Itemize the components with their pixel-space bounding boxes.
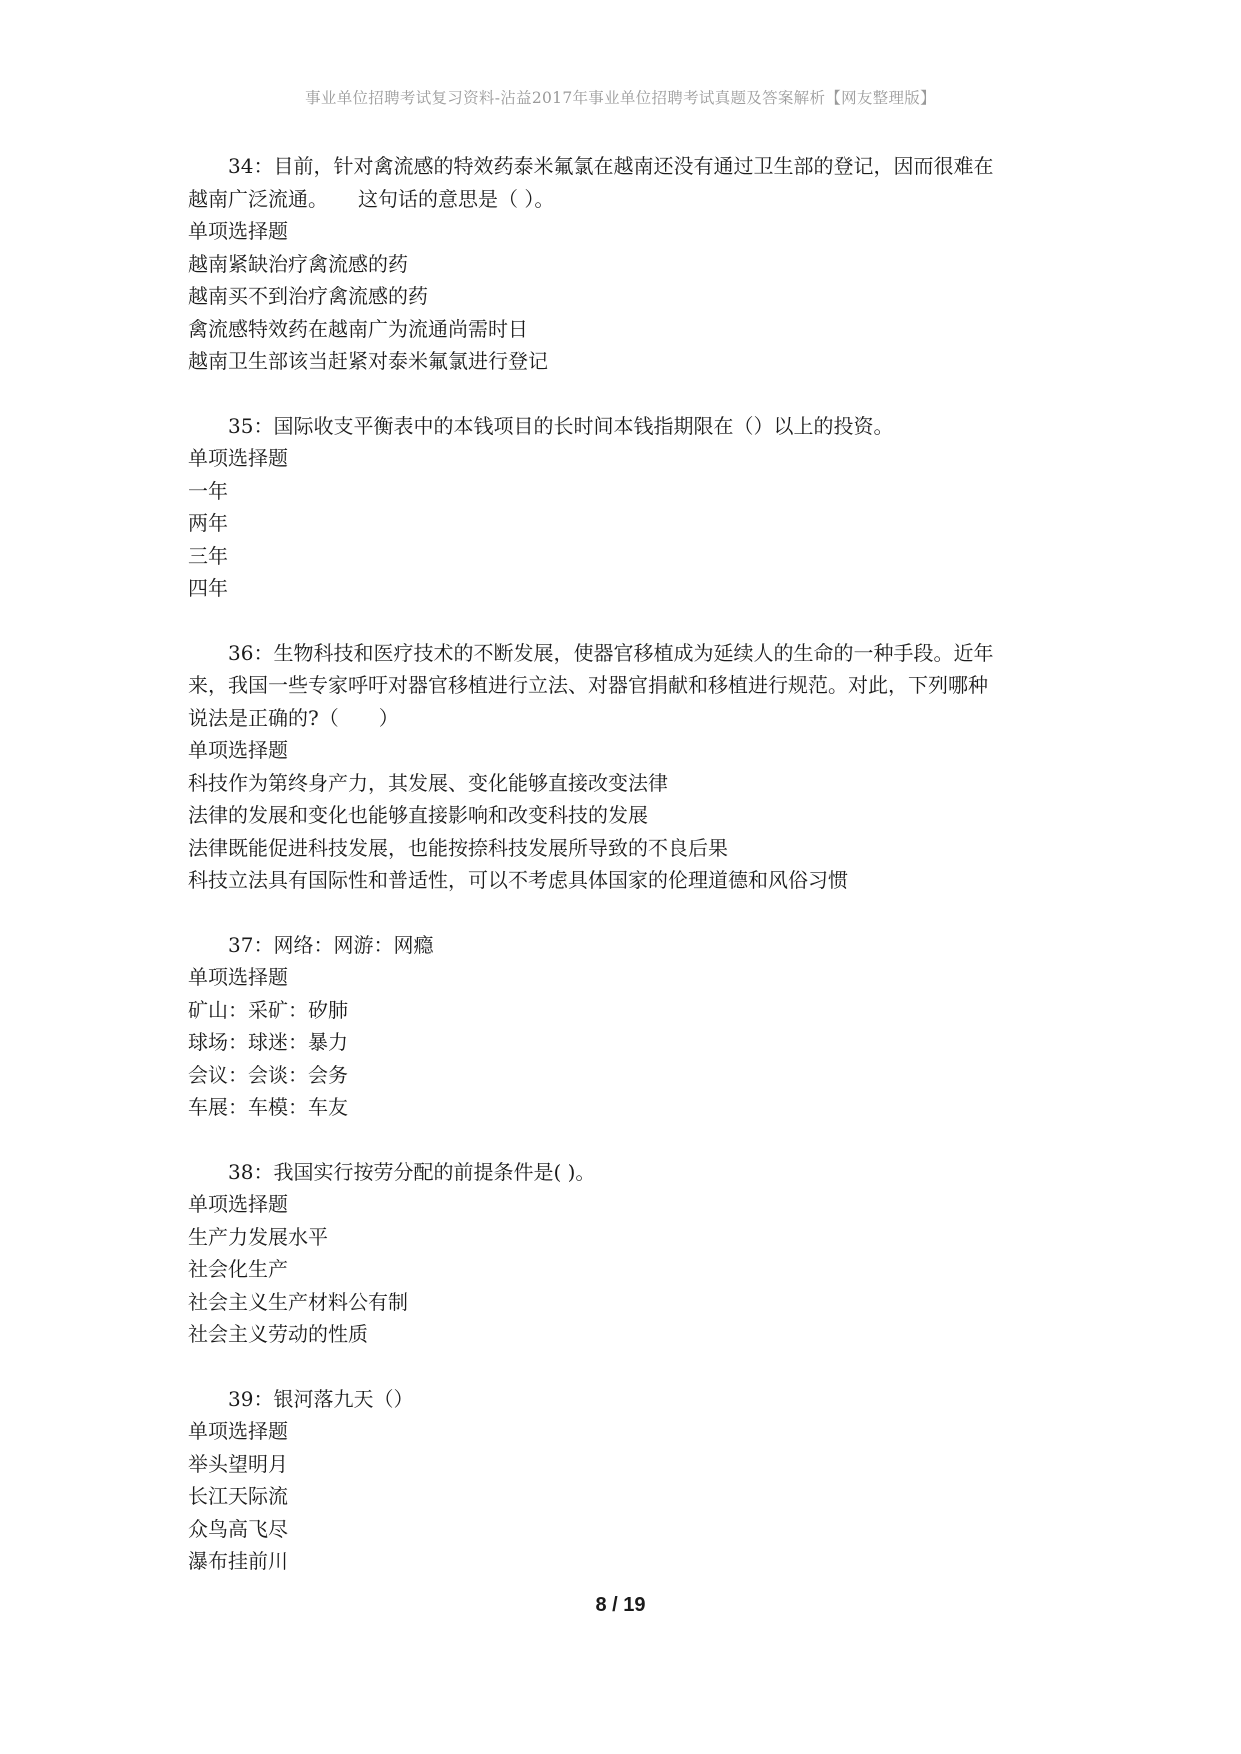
question-block	[188, 1383, 1068, 1578]
answer-option: 三年	[188, 543, 228, 568]
question-type: 单项选择题	[188, 219, 288, 243]
answer-option: 四年	[188, 576, 228, 600]
answer-option: 社会化生产	[188, 1257, 288, 1281]
answer-option: 法律既能促进科技发展，也能按捺科技发展所导致的不良后果	[188, 835, 728, 860]
question-type: 单项选择题	[188, 1192, 288, 1216]
answer-option: 两年	[188, 511, 228, 535]
answer-option: 越南紧缺治疗禽流感的药	[188, 251, 408, 276]
answer-option: 越南卫生部该当赶紧对泰米氟氯进行登记	[188, 349, 548, 373]
page-header: 事业单位招聘考试复习资料-沾益2017年事业单位招聘考试真题及答案解析【网友整理版】	[305, 89, 936, 107]
question-stem-line: 越南广泛流通。 这句话的意思是（ ）。	[188, 186, 555, 211]
question-block	[188, 150, 1068, 378]
answer-option: 众鸟高飞尽	[188, 1516, 288, 1541]
question-stem-line: 36：生物科技和医疗技术的不断发展，使器官移植成为延续人的生命的一种手段。近年	[228, 640, 994, 665]
question-type: 单项选择题	[188, 446, 288, 470]
question-block	[188, 410, 1068, 605]
answer-option: 生产力发展水平	[188, 1224, 328, 1249]
question-stem-line: 38：我国实行按劳分配的前提条件是( )。	[228, 1159, 596, 1184]
question-list	[188, 150, 1068, 1610]
question-block	[188, 1156, 1068, 1351]
answer-option: 矿山：采矿：矽肺	[188, 997, 348, 1022]
answer-option: 科技立法具有国际性和普适性，可以不考虑具体国家的伦理道德和风俗习惯	[188, 868, 848, 892]
answer-option: 举头望明月	[188, 1451, 288, 1476]
answer-option: 会议：会谈：会务	[188, 1062, 348, 1087]
question-stem-line: 37：网络：网游：网瘾	[228, 932, 434, 957]
question-type: 单项选择题	[188, 738, 288, 762]
answer-option: 一年	[188, 478, 228, 503]
answer-option: 车展：车模：车友	[188, 1095, 348, 1119]
question-type: 单项选择题	[188, 965, 288, 989]
question-stem-line: 说法是正确的?（ ）	[188, 705, 399, 730]
answer-option: 科技作为第终身产力，其发展、变化能够直接改变法律	[188, 770, 668, 795]
answer-option: 瀑布挂前川	[188, 1549, 288, 1573]
question-block	[188, 929, 1068, 1124]
question-block	[188, 637, 1068, 897]
question-stem-line: 来，我国一些专家呼吁对器官移植进行立法、对器官捐献和移植进行规范。对此，下列哪种	[188, 673, 988, 697]
answer-option: 法律的发展和变化也能够直接影响和改变科技的发展	[188, 803, 648, 827]
question-stem-line: 34：目前，针对禽流感的特效药泰米氟氯在越南还没有通过卫生部的登记，因而很难在	[228, 154, 994, 178]
page-number: 8 / 19	[595, 1594, 646, 1616]
question-stem-line: 39：银河落九天（）	[228, 1386, 414, 1411]
question-stem-line: 35：国际收支平衡表中的本钱项目的长时间本钱指期限在（）以上的投资。	[228, 413, 894, 438]
question-type: 单项选择题	[188, 1419, 288, 1443]
answer-option: 越南买不到治疗禽流感的药	[188, 284, 428, 308]
answer-option: 长江天际流	[188, 1484, 288, 1508]
answer-option: 社会主义生产材料公有制	[188, 1289, 408, 1314]
answer-option: 禽流感特效药在越南广为流通尚需时日	[188, 316, 528, 341]
answer-option: 球场：球迷：暴力	[188, 1030, 348, 1054]
answer-option: 社会主义劳动的性质	[188, 1322, 368, 1346]
